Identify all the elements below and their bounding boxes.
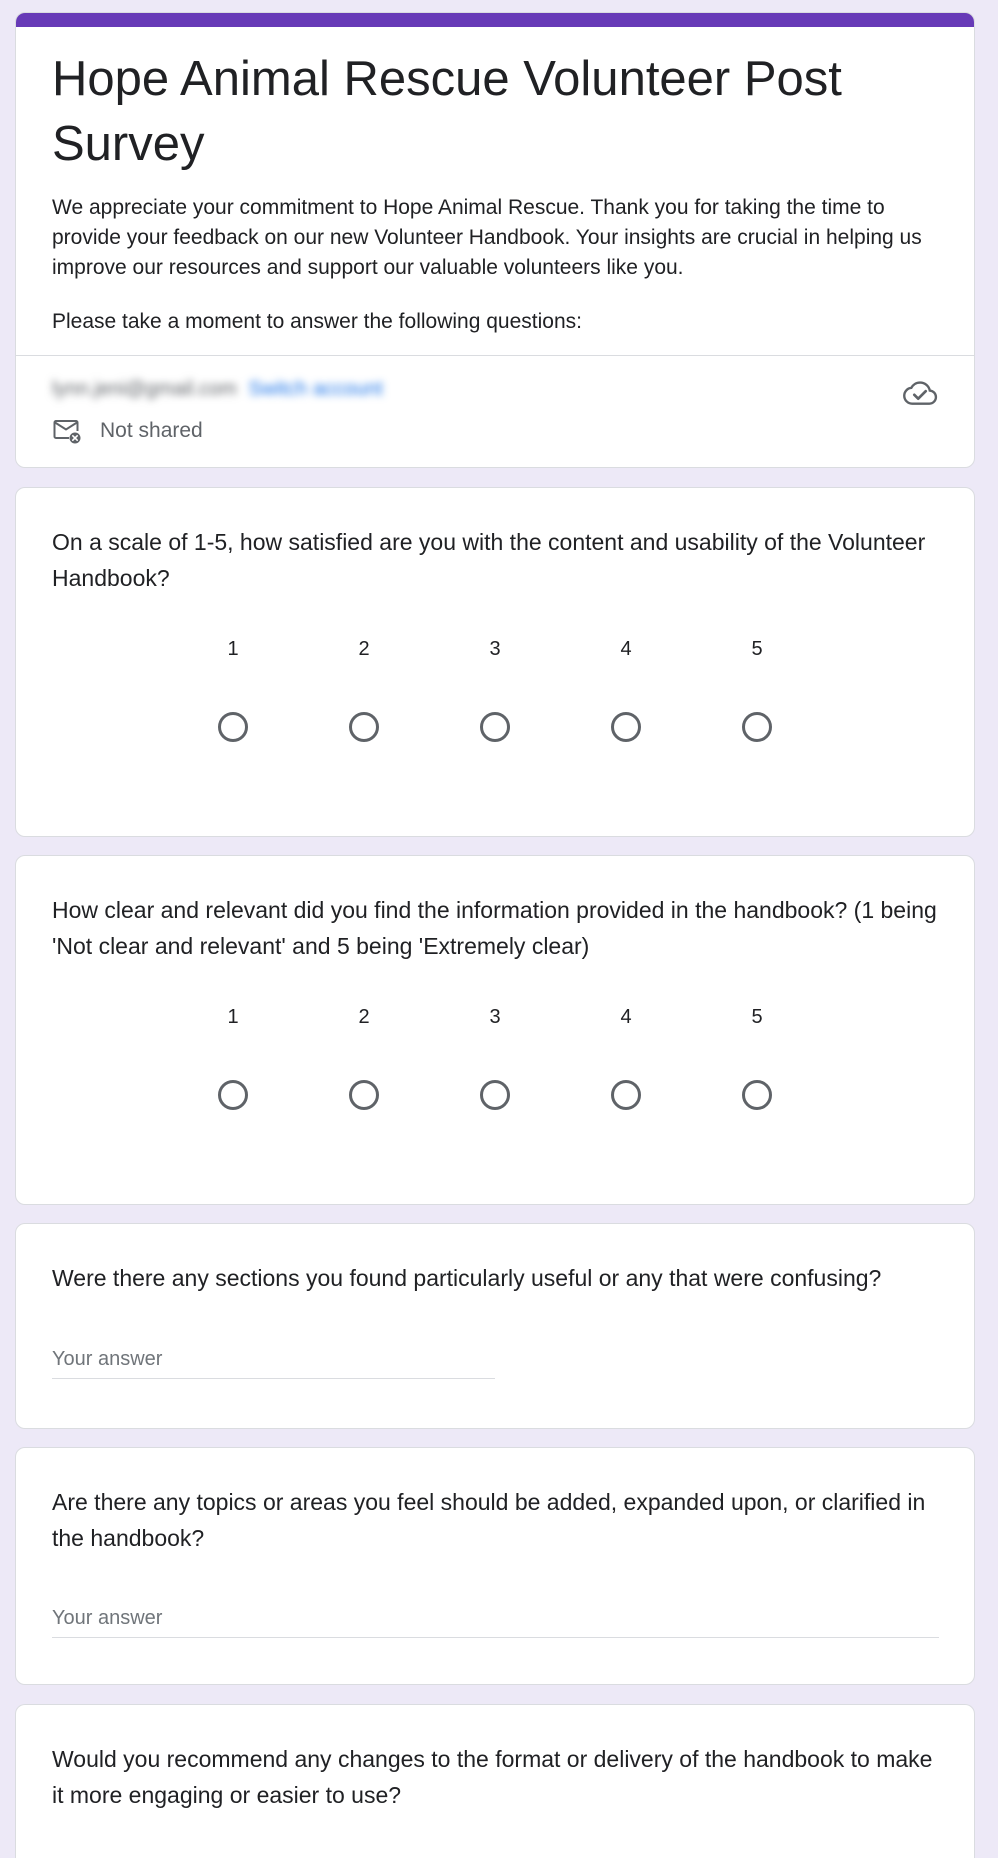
question-card-satisfaction [15, 487, 975, 837]
scale-option-3 [465, 1004, 525, 1110]
scale-label: 2 [358, 1006, 370, 1028]
short-answer-input[interactable] [52, 1341, 495, 1379]
radio-button[interactable] [218, 1080, 248, 1110]
form-description: We appreciate your commitment to Hope Animal Rescue. Thank you for taking the time to provide your feedback on our new Volunteer Handbook. Your insights are crucial in helping us improve our resources and support our valuable volunteers like you. [52, 196, 922, 279]
question-title: Are there any topics or areas you feel should be added, expanded upon, or clarified in the handbook? [52, 1489, 926, 1551]
question-title: Were there any sections you found particularly useful or any that were confusing? [52, 1265, 882, 1291]
radio-button[interactable] [480, 712, 510, 742]
scale-option-5 [727, 636, 787, 742]
scale-option-4 [596, 636, 656, 742]
scale-option-1 [203, 636, 263, 742]
scale-option-2 [334, 636, 394, 742]
question-card-useful-sections [15, 1223, 975, 1429]
scale-label: 3 [489, 638, 501, 660]
scale-label: 2 [358, 638, 370, 660]
question-card-topics [15, 1447, 975, 1685]
question-title: How clear and relevant did you find the information provided in the handbook? (1 being 'Not clear and relevant' and 5 being 'Extremely clear) [52, 897, 937, 959]
not-shared-label: Not shared [100, 419, 203, 442]
scale-label: 4 [620, 638, 632, 660]
form-accent-bar [16, 13, 974, 27]
question-title: Would you recommend any changes to the format or delivery of the handbook to make it more engaging or easier to use? [52, 1746, 933, 1808]
radio-button[interactable] [611, 712, 641, 742]
scale-label: 3 [489, 1006, 501, 1028]
mail-not-shared-icon [52, 416, 82, 446]
question-card-clarity [15, 855, 975, 1205]
scale-option-2 [334, 1004, 394, 1110]
cloud-check-icon [902, 375, 938, 411]
header-divider [16, 355, 974, 356]
linear-scale [16, 1004, 974, 1124]
radio-button[interactable] [480, 1080, 510, 1110]
sharing-status [52, 415, 203, 447]
account-row [52, 375, 383, 403]
scale-option-4 [596, 1004, 656, 1110]
scale-option-3 [465, 636, 525, 742]
scale-label: 1 [227, 638, 239, 660]
radio-button[interactable] [218, 712, 248, 742]
question-title: On a scale of 1-5, how satisfied are you with the content and usability of the Volunteer Handbook? [52, 529, 926, 591]
linear-scale [16, 636, 974, 756]
scale-label: 1 [227, 1006, 239, 1028]
form-header-card [15, 12, 975, 468]
question-card-format-changes [15, 1704, 975, 1858]
scale-label: 5 [751, 1006, 763, 1028]
form-title: Hope Animal Rescue Volunteer Post Survey [52, 52, 842, 171]
scale-option-1 [203, 1004, 263, 1110]
radio-button[interactable] [742, 1080, 772, 1110]
form-instructions: Please take a moment to answer the following questions: [52, 310, 582, 333]
scale-option-5 [727, 1004, 787, 1110]
switch-account-link[interactable]: Switch account [248, 378, 383, 400]
radio-button[interactable] [349, 1080, 379, 1110]
scale-label: 4 [620, 1006, 632, 1028]
radio-button[interactable] [349, 712, 379, 742]
account-email: lynn.jeni@gmail.com [52, 378, 237, 400]
paragraph-answer-input[interactable] [52, 1600, 939, 1638]
radio-button[interactable] [611, 1080, 641, 1110]
scale-label: 5 [751, 638, 763, 660]
radio-button[interactable] [742, 712, 772, 742]
